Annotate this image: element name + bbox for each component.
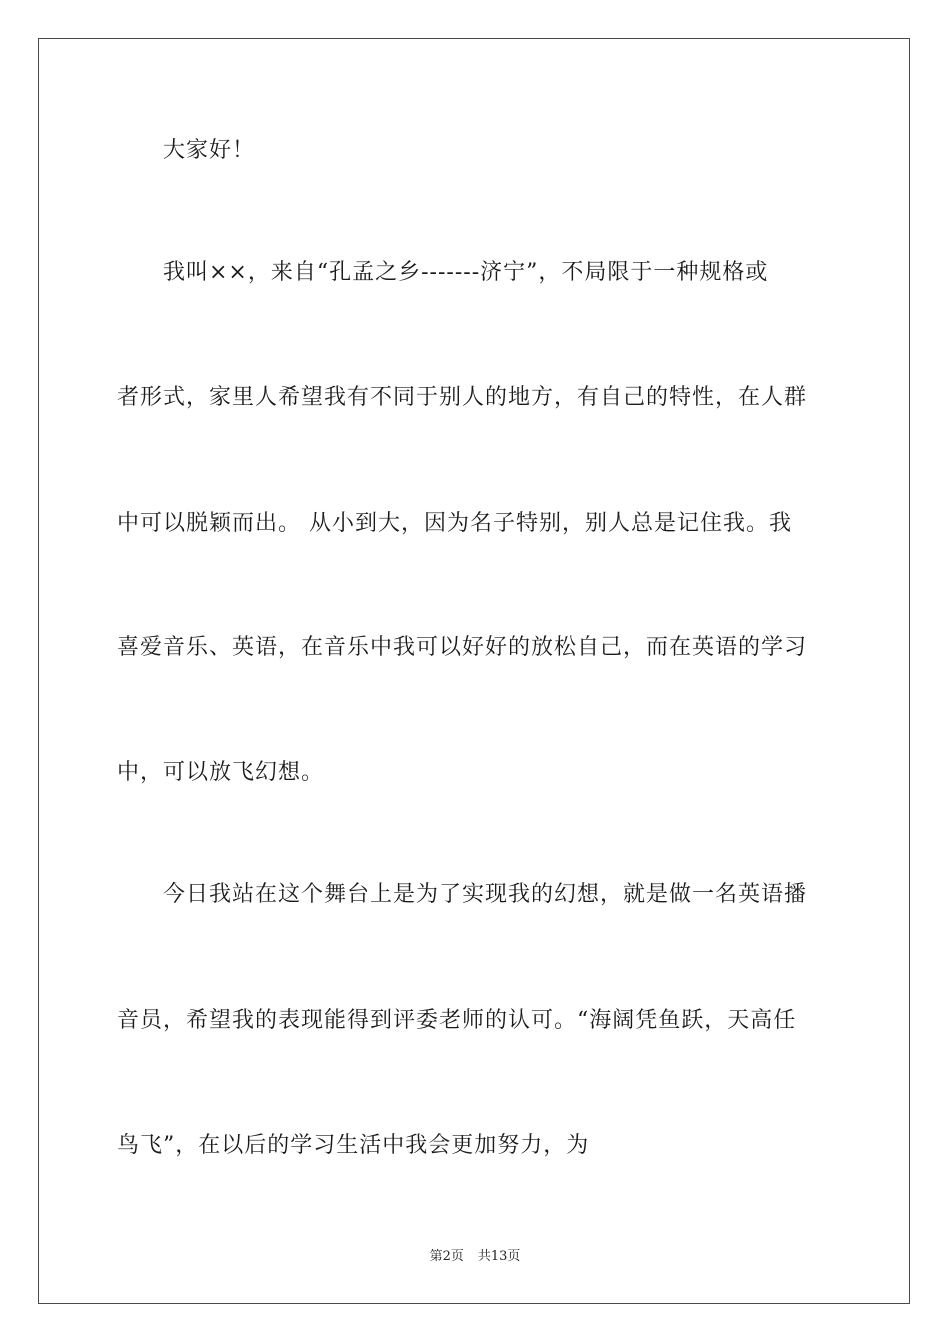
page-total: 共13页 — [477, 1249, 521, 1264]
body-line-7: 音员，希望我的表现能得到评委老师的认可。“海阔凭鱼跃，天高任 — [117, 1008, 797, 1033]
page-number: 第2页 — [429, 1249, 464, 1264]
body-line-6: 今日我站在这个舞台上是为了实现我的幻想，就是做一名英语播 — [163, 882, 808, 907]
greeting-line: 大家好！ — [163, 138, 256, 163]
body-line-3: 中可以脱颖而出。 从小到大，因为名子特别，别人总是记住我。我 — [117, 511, 792, 536]
body-line-8: 鸟飞”，在以后的学习生活中我会更加努力，为 — [117, 1133, 590, 1158]
page-footer — [0, 1248, 950, 1266]
body-line-2: 者形式，家里人希望我有不同于别人的地方，有自己的特性，在人群 — [117, 385, 808, 410]
body-line-1: 我叫××，来自“孔孟之乡-------济宁”，不局限于一种规格或 — [163, 260, 769, 285]
body-line-5: 中，可以放飞幻想。 — [117, 760, 325, 785]
body-line-4: 喜爱音乐、英语，在音乐中我可以好好的放松自己，而在英语的学习 — [117, 635, 808, 660]
page-frame — [38, 38, 910, 1304]
